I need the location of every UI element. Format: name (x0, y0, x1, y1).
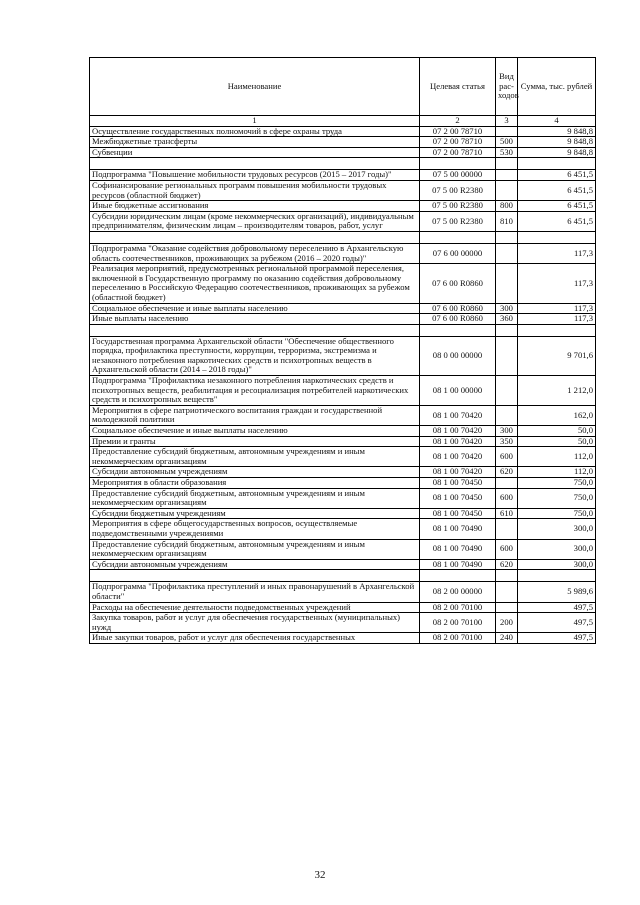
type-cell: 200 (496, 613, 518, 633)
name-cell: Иные выплаты населению (90, 314, 420, 325)
empty-cell (90, 158, 420, 170)
table-row (90, 488, 596, 508)
name-cell: Подпрограмма "Оказание содействия добровольному переселению в Архангельскую область соотечественников, проживающих за рубежом (2016 – 2020 годы)" (90, 243, 420, 263)
type-cell (496, 602, 518, 613)
code-cell: 08 2 00 70100 (420, 602, 496, 613)
sum-cell: 6 451,5 (518, 170, 596, 181)
table-row (90, 137, 596, 148)
sum-cell: 117,3 (518, 264, 596, 303)
table-row (90, 405, 596, 425)
type-cell (496, 478, 518, 489)
sum-cell: 162,0 (518, 405, 596, 425)
table-row (90, 426, 596, 437)
table-row-bold (90, 243, 596, 263)
sum-cell: 5 989,6 (518, 582, 596, 602)
code-cell: 07 5 00 R2380 (420, 211, 496, 231)
code-cell: 08 1 00 00000 (420, 376, 496, 406)
header-sum: Сумма, тыс. рублей (518, 58, 596, 116)
column-number: 2 (420, 116, 496, 127)
table-row (90, 180, 596, 200)
sum-cell: 300,0 (518, 539, 596, 559)
spacer-row (90, 158, 596, 170)
type-cell: 620 (496, 559, 518, 570)
type-cell (496, 519, 518, 539)
code-cell: 07 2 00 78710 (420, 137, 496, 148)
sum-cell: 300,0 (518, 559, 596, 570)
empty-cell (496, 324, 518, 336)
sum-cell: 112,0 (518, 447, 596, 467)
table-row (90, 508, 596, 519)
type-cell: 530 (496, 147, 518, 158)
name-cell: Социальное обеспечение и иные выплаты населению (90, 426, 420, 437)
name-cell: Премии и гранты (90, 436, 420, 447)
sum-cell: 117,3 (518, 303, 596, 314)
type-cell (496, 264, 518, 303)
table-row (90, 126, 596, 137)
table-row (90, 519, 596, 539)
code-cell: 08 0 00 00000 (420, 336, 496, 375)
type-cell: 300 (496, 426, 518, 437)
header-code: Целевая статья (420, 58, 496, 116)
sum-cell: 300,0 (518, 519, 596, 539)
table-row (90, 633, 596, 644)
code-cell: 07 2 00 78710 (420, 126, 496, 137)
name-cell: Предоставление субсидий бюджетным, автономным учреждениям и иным некоммерческим организациям (90, 447, 420, 467)
table-row (90, 478, 596, 489)
name-cell: Подпрограмма "Повышение мобильности трудовых ресурсов (2015 – 2017 годы)" (90, 170, 420, 181)
name-cell: Подпрограмма "Профилактика преступлений и иных правонарушений в Архангельской области" (90, 582, 420, 602)
type-cell: 620 (496, 467, 518, 478)
sum-cell: 112,0 (518, 467, 596, 478)
sum-cell: 750,0 (518, 478, 596, 489)
sum-cell: 497,5 (518, 633, 596, 644)
code-cell: 08 1 00 70420 (420, 447, 496, 467)
empty-cell (496, 158, 518, 170)
name-cell: Закупка товаров, работ и услуг для обеспечения государственных (муниципальных) нужд (90, 613, 420, 633)
empty-cell (518, 324, 596, 336)
sum-cell: 497,5 (518, 613, 596, 633)
table-row (90, 539, 596, 559)
table-row (90, 613, 596, 633)
sum-cell: 9 701,6 (518, 336, 596, 375)
sum-cell: 750,0 (518, 508, 596, 519)
code-cell: 07 5 00 00000 (420, 170, 496, 181)
name-cell: Мероприятия в сфере общегосударственных вопросов, осуществляемые подведомственными учреждениями (90, 519, 420, 539)
type-cell: 810 (496, 211, 518, 231)
page-number: 32 (314, 869, 326, 881)
code-cell: 08 1 00 70450 (420, 488, 496, 508)
code-cell: 08 1 00 70420 (420, 467, 496, 478)
empty-cell (496, 231, 518, 243)
code-cell: 08 1 00 70420 (420, 405, 496, 425)
type-cell: 600 (496, 447, 518, 467)
type-cell (496, 180, 518, 200)
name-cell: Мероприятия в области образования (90, 478, 420, 489)
code-cell: 08 1 00 70490 (420, 519, 496, 539)
sum-cell: 9 848,8 (518, 147, 596, 158)
name-cell: Подпрограмма "Профилактика незаконного потребления наркотических средств и психотропных веществ, реабилитация и ресоциализация потребителей наркотических средств и психотропных веществ" (90, 376, 420, 406)
code-cell: 07 5 00 R2380 (420, 180, 496, 200)
column-number: 4 (518, 116, 596, 127)
name-cell: Иные закупки товаров, работ и услуг для обеспечения государственных (90, 633, 420, 644)
empty-cell (420, 570, 496, 582)
type-cell: 300 (496, 303, 518, 314)
table-row (90, 264, 596, 303)
name-cell: Расходы на обеспечение деятельности подведомственных учреждений (90, 602, 420, 613)
empty-cell (90, 570, 420, 582)
table-row (90, 467, 596, 478)
type-cell (496, 582, 518, 602)
code-cell: 08 1 00 70420 (420, 436, 496, 447)
table-row-bold (90, 170, 596, 181)
type-cell (496, 336, 518, 375)
name-cell: Софинансирование региональных программ повышения мобильности трудовых ресурсов (областной бюджет) (90, 180, 420, 200)
code-cell: 07 6 00 00000 (420, 243, 496, 263)
code-cell: 07 2 00 78710 (420, 147, 496, 158)
code-cell: 08 2 00 70100 (420, 613, 496, 633)
type-cell (496, 170, 518, 181)
type-cell: 600 (496, 539, 518, 559)
table-row (90, 602, 596, 613)
type-cell (496, 126, 518, 137)
empty-cell (518, 570, 596, 582)
table-row (90, 147, 596, 158)
spacer-row (90, 324, 596, 336)
code-cell: 08 1 00 70450 (420, 478, 496, 489)
sum-cell: 50,0 (518, 436, 596, 447)
type-cell: 600 (496, 488, 518, 508)
name-cell: Осуществление государственных полномочий в сфере охраны труда (90, 126, 420, 137)
column-numbers-row (90, 116, 596, 127)
sum-cell: 50,0 (518, 426, 596, 437)
empty-cell (90, 324, 420, 336)
name-cell: Иные бюджетные ассигнования (90, 201, 420, 212)
name-cell: Межбюджетные трансферты (90, 137, 420, 148)
sum-cell: 117,3 (518, 314, 596, 325)
sum-cell: 9 848,8 (518, 137, 596, 148)
table-row-bold (90, 376, 596, 406)
header-type: Вид рас-ходов (496, 58, 518, 116)
type-cell: 500 (496, 137, 518, 148)
name-cell: Предоставление субсидий бюджетным, автономным учреждениям и иным некоммерческим организациям (90, 488, 420, 508)
sum-cell: 6 451,5 (518, 211, 596, 231)
type-cell (496, 376, 518, 406)
name-cell: Субсидии юридическим лицам (кроме некоммерческих организаций), индивидуальным предпринимателям, физическим лицам – производителям товаров, работ, услуг (90, 211, 420, 231)
table-header (90, 58, 596, 116)
name-cell: Субсидии автономным учреждениям (90, 467, 420, 478)
sum-cell: 497,5 (518, 602, 596, 613)
column-number: 1 (90, 116, 420, 127)
table-row (90, 559, 596, 570)
empty-cell (496, 570, 518, 582)
name-cell: Государственная программа Архангельской области "Обеспечение общественного порядка, профилактика преступности, коррупции, терроризма, экстремизма и незаконного потребления наркотических средств и психотропных веществ в Архангельской области (2014 – 2018 годы)" (90, 336, 420, 375)
code-cell: 07 5 00 R2380 (420, 201, 496, 212)
table-row (90, 201, 596, 212)
code-cell: 08 1 00 70450 (420, 508, 496, 519)
type-cell: 240 (496, 633, 518, 644)
column-number: 3 (496, 116, 518, 127)
table-row (90, 436, 596, 447)
name-cell: Предоставление субсидий бюджетным, автономным учреждениям и иным некоммерческим организациям (90, 539, 420, 559)
sum-cell: 750,0 (518, 488, 596, 508)
code-cell: 08 2 00 00000 (420, 582, 496, 602)
code-cell: 08 1 00 70490 (420, 559, 496, 570)
table-row-bold (90, 336, 596, 375)
sum-cell: 9 848,8 (518, 126, 596, 137)
type-cell: 800 (496, 201, 518, 212)
header-name: Наименование (90, 58, 420, 116)
empty-cell (420, 324, 496, 336)
code-cell: 07 6 00 R0860 (420, 303, 496, 314)
table-row (90, 211, 596, 231)
type-cell: 610 (496, 508, 518, 519)
spacer-row (90, 570, 596, 582)
code-cell: 08 1 00 70420 (420, 426, 496, 437)
name-cell: Субсидии автономным учреждениям (90, 559, 420, 570)
type-cell (496, 405, 518, 425)
table-body (90, 116, 596, 644)
name-cell: Субвенции (90, 147, 420, 158)
sum-cell: 6 451,5 (518, 201, 596, 212)
table-row-bold (90, 582, 596, 602)
empty-cell (518, 231, 596, 243)
code-cell: 07 6 00 R0860 (420, 314, 496, 325)
budget-table (89, 57, 596, 644)
code-cell: 08 2 00 70100 (420, 633, 496, 644)
empty-cell (90, 231, 420, 243)
table-row (90, 303, 596, 314)
sum-cell: 1 212,0 (518, 376, 596, 406)
name-cell: Социальное обеспечение и иные выплаты населению (90, 303, 420, 314)
empty-cell (420, 158, 496, 170)
name-cell: Реализация мероприятий, предусмотренных региональной программой переселения, включенной в Государственную программу по оказанию содействия добровольному переселению в Российскую Федерацию соотечественников, проживающих за рубежом (областной бюджет) (90, 264, 420, 303)
empty-cell (518, 158, 596, 170)
name-cell: Субсидии бюджетным учреждениям (90, 508, 420, 519)
name-cell: Мероприятия в сфере патриотического воспитания граждан и государственной молодежной политики (90, 405, 420, 425)
code-cell: 07 6 00 R0860 (420, 264, 496, 303)
type-cell: 360 (496, 314, 518, 325)
code-cell: 08 1 00 70490 (420, 539, 496, 559)
type-cell (496, 243, 518, 263)
table-row (90, 314, 596, 325)
sum-cell: 6 451,5 (518, 180, 596, 200)
type-cell: 350 (496, 436, 518, 447)
spacer-row (90, 231, 596, 243)
empty-cell (420, 231, 496, 243)
sum-cell: 117,3 (518, 243, 596, 263)
table-row (90, 447, 596, 467)
